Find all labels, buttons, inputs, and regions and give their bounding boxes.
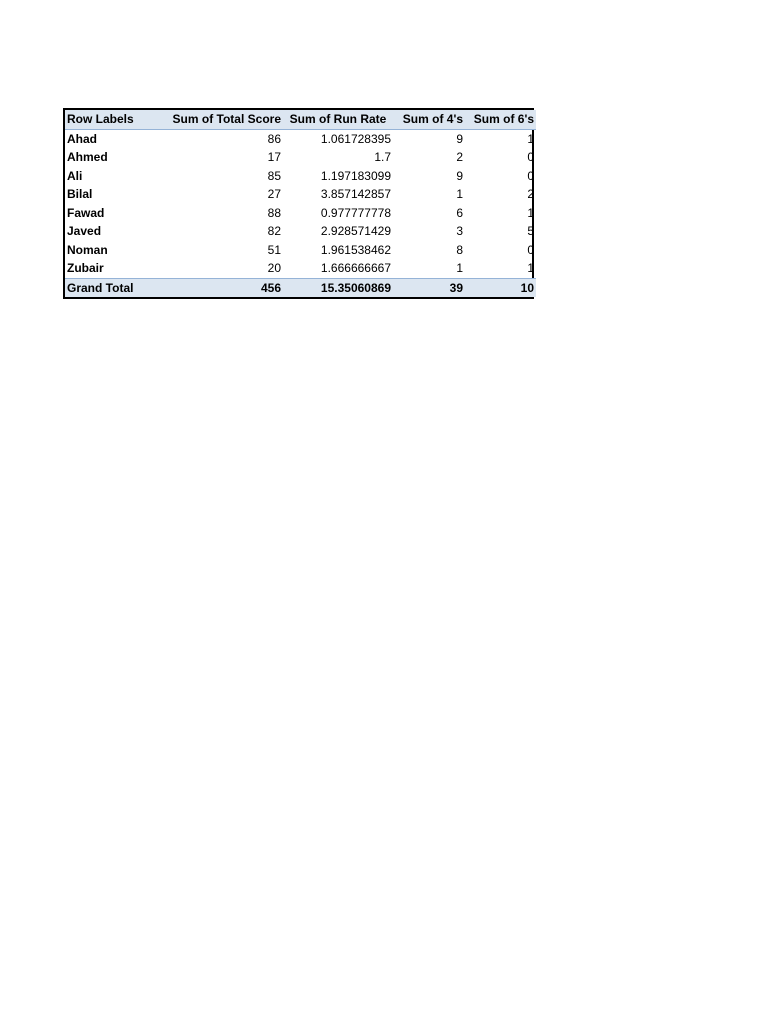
cell-fours: 1 — [456, 261, 463, 276]
header-sixes[interactable]: Sum of 6's — [465, 110, 536, 129]
row-label: Bilal — [67, 187, 93, 202]
cell-fours: 3 — [456, 224, 463, 239]
cell-run-rate: 2.928571429 — [320, 224, 391, 239]
header-row — [65, 110, 536, 129]
table-row[interactable] — [65, 241, 536, 260]
cell-sixes: 0 — [527, 242, 534, 257]
cell-run-rate: 0.977777778 — [320, 205, 391, 220]
cell-fours: 9 — [456, 168, 463, 183]
cell-fours: 2 — [456, 150, 463, 165]
grand-total-fours: 39 — [393, 278, 465, 297]
cell-total-score: 27 — [267, 187, 281, 202]
grand-total-score: 456 — [157, 278, 283, 297]
grand-total-run-rate: 15.35060869 — [283, 278, 393, 297]
cell-total-score: 20 — [267, 261, 281, 276]
cell-run-rate: 1.197183099 — [320, 168, 391, 183]
cell-run-rate: 1.7 — [374, 150, 391, 165]
cell-sixes: 1 — [527, 205, 534, 220]
table-row[interactable] — [65, 167, 536, 186]
header-total-score[interactable]: Sum of Total Score — [157, 110, 283, 129]
cell-fours: 8 — [456, 242, 463, 257]
row-label: Javed — [67, 224, 102, 239]
cell-run-rate: 1.061728395 — [320, 131, 391, 146]
cell-fours: 9 — [456, 131, 463, 146]
row-label: Noman — [67, 242, 108, 257]
cell-run-rate: 1.666666667 — [320, 261, 391, 276]
row-label: Ali — [67, 168, 83, 183]
cell-total-score: 86 — [267, 131, 281, 146]
row-label: Ahmed — [67, 150, 108, 165]
row-label: Ahad — [67, 131, 97, 146]
row-label: Fawad — [67, 205, 105, 220]
grand-total-sixes: 10 — [465, 278, 536, 297]
table-row[interactable] — [65, 222, 536, 241]
cell-sixes: 1 — [527, 261, 534, 276]
cell-sixes: 1 — [527, 131, 534, 146]
cell-fours: 1 — [456, 187, 463, 202]
cell-sixes: 0 — [527, 168, 534, 183]
cell-total-score: 82 — [267, 224, 281, 239]
pivot-table-grid — [65, 110, 536, 297]
pivot-table — [63, 108, 534, 299]
cell-fours: 6 — [456, 205, 463, 220]
table-row[interactable] — [65, 185, 536, 204]
cell-sixes: 0 — [527, 150, 534, 165]
cell-total-score: 51 — [267, 242, 281, 257]
cell-run-rate: 1.961538462 — [320, 242, 391, 257]
cell-total-score: 17 — [267, 150, 281, 165]
cell-sixes: 2 — [527, 187, 534, 202]
cell-sixes: 5 — [527, 224, 534, 239]
grand-total-label: Grand Total — [65, 278, 157, 297]
header-row-labels[interactable]: Row Labels — [65, 110, 157, 129]
header-fours[interactable]: Sum of 4's — [393, 110, 465, 129]
header-run-rate[interactable]: Sum of Run Rate — [283, 110, 393, 129]
grand-total-row[interactable] — [65, 278, 536, 297]
table-row[interactable] — [65, 204, 536, 223]
table-row[interactable] — [65, 259, 536, 278]
cell-run-rate: 3.857142857 — [320, 187, 391, 202]
table-row[interactable] — [65, 148, 536, 167]
row-label: Zubair — [67, 261, 104, 276]
cell-total-score: 85 — [267, 168, 281, 183]
table-row[interactable] — [65, 129, 536, 148]
cell-total-score: 88 — [267, 205, 281, 220]
